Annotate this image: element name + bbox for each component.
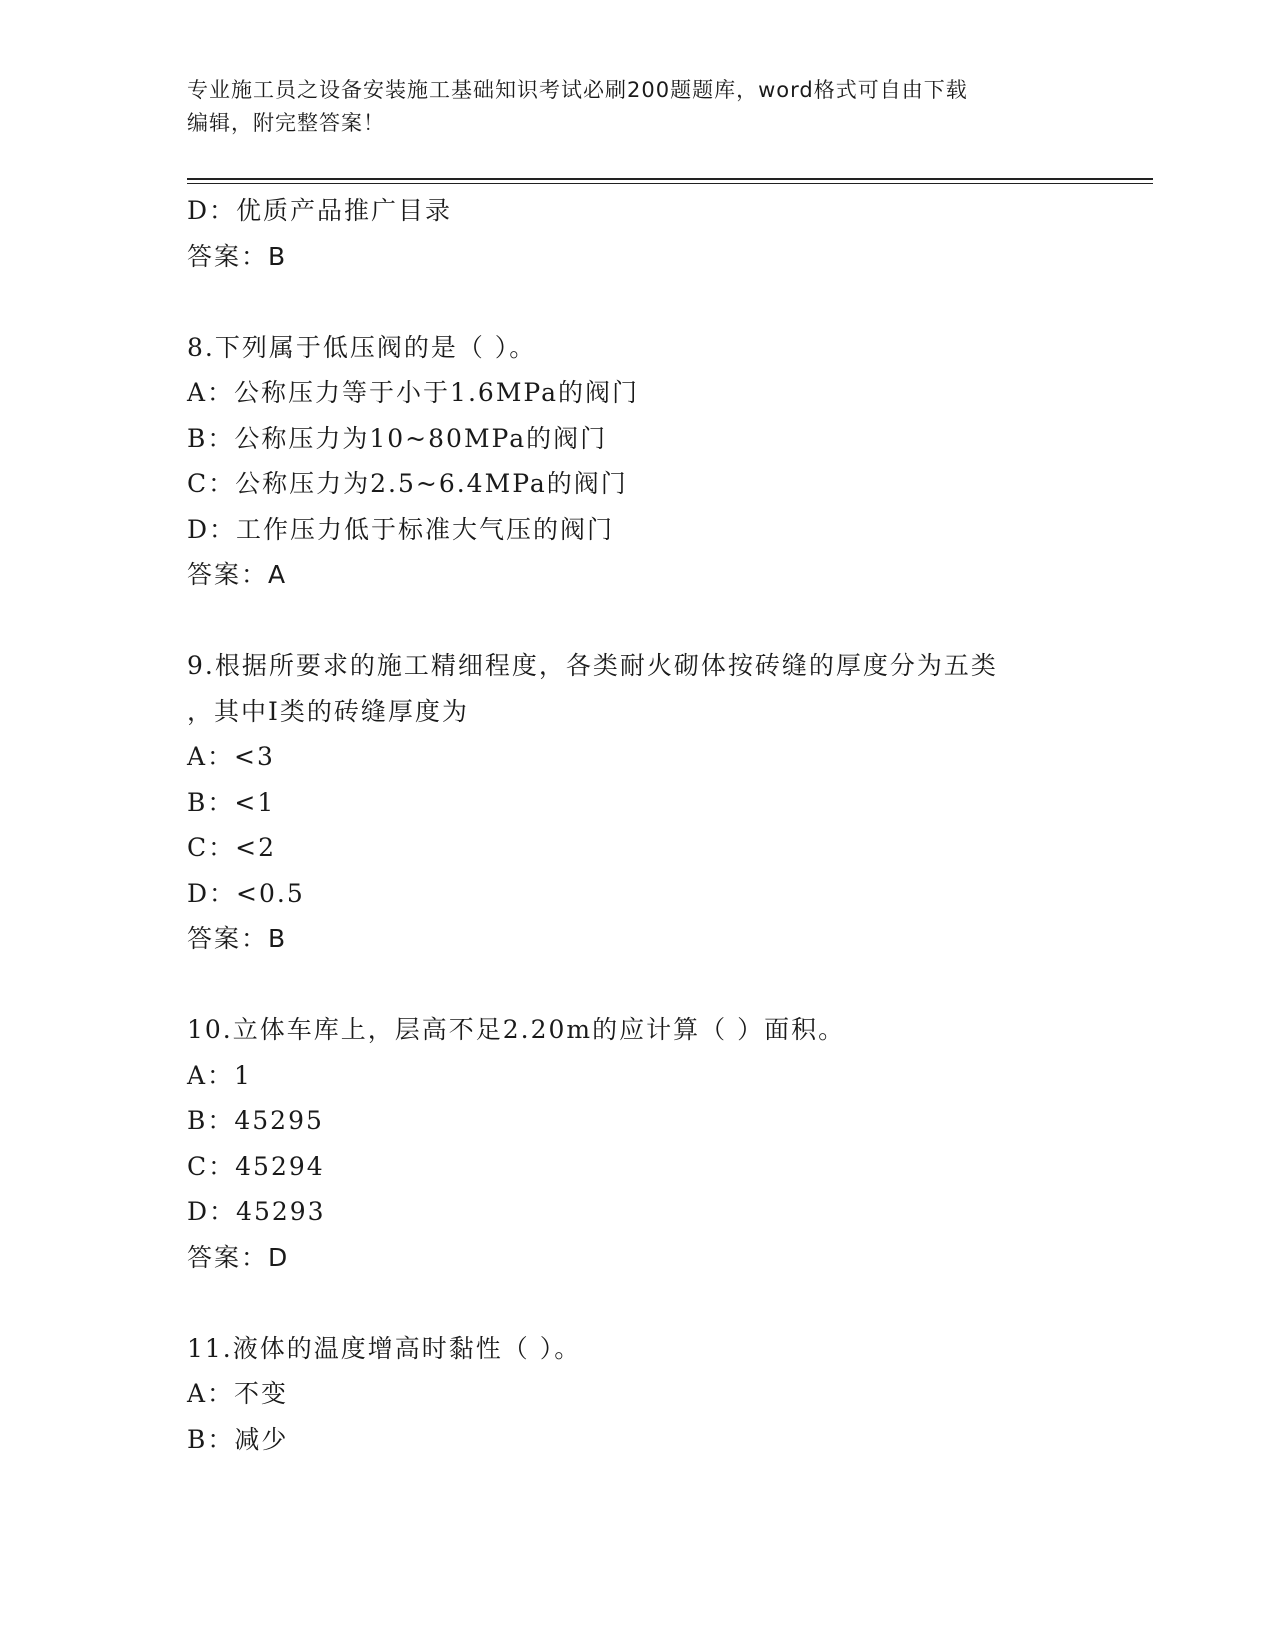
question-11: 11.液体的温度增高时黏性（ ）。 bbox=[187, 1333, 582, 1363]
option-c: C：<2 bbox=[187, 833, 276, 862]
spacer bbox=[187, 962, 1087, 1008]
header-divider-thick bbox=[187, 178, 1153, 180]
spacer bbox=[187, 1280, 1087, 1326]
header-line-2: 编辑，附完整答案！ bbox=[187, 111, 385, 135]
question-10: 10.立体车库上，层高不足2.20m的应计算（ ）面积。 bbox=[187, 1015, 846, 1044]
question-9-continued: ，其中Ⅰ类的砖缝厚度为 bbox=[187, 696, 469, 726]
header-divider-thin bbox=[187, 183, 1153, 184]
option-b: B：减少 bbox=[187, 1424, 289, 1454]
answer-line: 答案：D bbox=[187, 1242, 290, 1272]
spacer bbox=[187, 598, 1087, 644]
question-content bbox=[187, 188, 1087, 1462]
option-d: D：优质产品推广目录 bbox=[187, 196, 453, 225]
answer-line: 答案：B bbox=[187, 241, 288, 271]
option-a: A：1 bbox=[187, 1060, 252, 1090]
option-a: A：公称压力等于小于1.6MPa的阀门 bbox=[187, 378, 640, 407]
option-d: D：45293 bbox=[187, 1197, 326, 1226]
question-9: 9.根据所要求的施工精细程度，各类耐火砌体按砖缝的厚度分为五类 bbox=[187, 651, 998, 680]
option-b: B：公称压力为10~80MPa的阀门 bbox=[187, 423, 608, 453]
document-header bbox=[187, 74, 1067, 140]
option-c: C：45294 bbox=[187, 1151, 325, 1181]
option-b: B：<1 bbox=[187, 787, 276, 817]
option-c: C：公称压力为2.5~6.4MPa的阀门 bbox=[187, 469, 628, 498]
option-a: A：<3 bbox=[187, 742, 275, 771]
header-line-1: 专业施工员之设备安装施工基础知识考试必刷200题题库，word格式可自由下载 bbox=[187, 78, 968, 102]
answer-line: 答案：B bbox=[187, 924, 288, 953]
question-8: 8.下列属于低压阀的是（ ）。 bbox=[187, 332, 537, 362]
option-d: D：工作压力低于标准大气压的阀门 bbox=[187, 514, 615, 544]
option-d: D：<0.5 bbox=[187, 878, 305, 908]
option-a: A：不变 bbox=[187, 1379, 289, 1408]
answer-line: 答案：A bbox=[187, 560, 288, 589]
option-b: B：45295 bbox=[187, 1106, 324, 1135]
spacer bbox=[187, 279, 1087, 325]
